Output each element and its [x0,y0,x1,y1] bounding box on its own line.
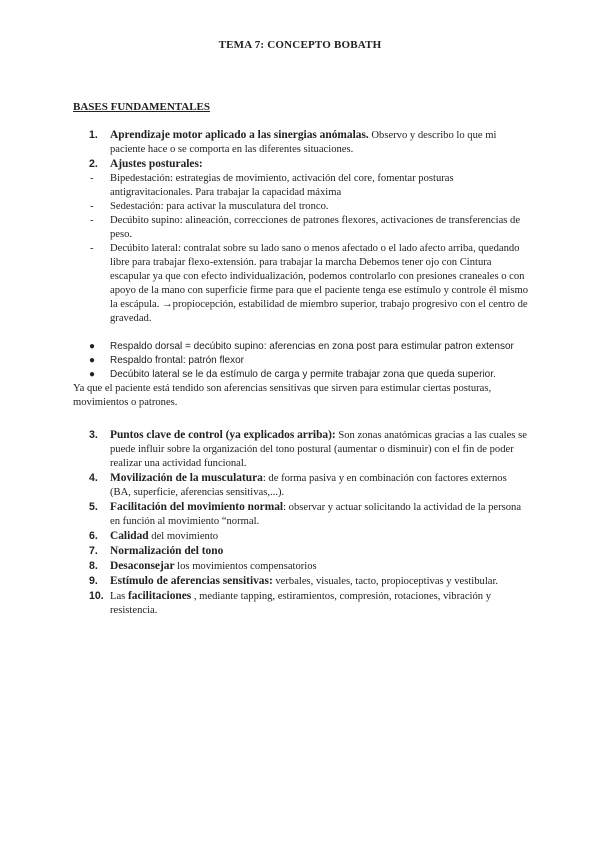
dash-list-item [0,172,600,200]
spacer [0,326,600,340]
numbered-item [0,157,600,172]
dash-list-item [0,200,600,214]
item-text: Son zonas anatómicas gracias a las cuales se puede influir sobre la organización del tono postural (aumentar o disminuir) con el fin de poder realizar una actividad funcional. [110,430,527,469]
item-heading: facilitaciones [127,590,192,602]
bullet-list-item [0,354,600,368]
item-heading: Aprendizaje motor aplicado a las sinergias anómalas. [110,129,369,141]
item-number: 7. [89,545,98,557]
item-number: 9. [89,575,98,587]
dash-list-item [0,214,600,242]
item-heading: Movilización de la musculatura [110,472,263,484]
section-heading: BASES FUNDAMENTALES [73,101,211,113]
spacer [0,410,600,428]
numbered-item [0,589,600,618]
numbered-item [0,471,600,500]
dash-item-text: Sedestación: para activar la musculatura del tronco. [110,201,329,212]
numbered-item [0,559,600,574]
item-heading: Estímulo de aferencias sensitivas: [110,575,273,587]
dash-item-text: Decúbito lateral: contralat sobre su lado sano o menos afectado o el lado afecto arriba, quedando libre para trabajar flexo-extensión. para trabajar la marcha Debemos tener ojo con Cintura escapular ya que con efecto individualización, podemos controlarlo con presiones craneales o con apoyo de la mano con superficie firme para que el paciente tenga ese estímulo y controle él mismo la escápula. →propiocepción, estabilidad de miembro superior, trabajo progresivo con el centro de gravedad. [110,243,529,324]
numbered-item [0,500,600,529]
bullet-icon: ● [89,341,96,352]
item-heading: Puntos clave de control (ya explicados arriba): [110,429,336,441]
item-heading: Desaconsejar [110,560,175,572]
numbered-item [0,428,600,471]
document-title: TEMA 7: CONCEPTO BOBATH [218,39,382,51]
item-text: del movimiento [148,531,219,542]
bullet-list-item [0,340,600,354]
bullet-list-item [0,368,600,382]
item-heading: Facilitación del movimiento normal [110,501,284,513]
item-heading: Ajustes posturales: [110,158,203,170]
bullet-item-text: Decúbito lateral se le da estímulo de carga y permite trabajar zona que queda superior. [110,369,496,380]
bullet-icon: ● [89,369,96,380]
dash-marker: - [90,243,94,254]
numbered-item [0,529,600,544]
item-heading: Calidad [110,530,149,542]
item-text: Observo y describo lo que mi paciente hace o se comporta en las diferentes situaciones. [110,130,497,155]
body-paragraph: Ya que el paciente está tendido son aferencias sensitivas que sirven para estimular ciertas posturas, movimientos o patrones. [73,383,492,408]
item-text: : observar y actuar solicitando la actividad de la persona en función al movimiento “normal. [110,502,522,527]
numbered-item [0,574,600,589]
item-number: 6. [89,530,98,542]
dash-marker: - [90,173,94,184]
document-body [0,128,600,618]
numbered-item [0,128,600,157]
item-text: verbales, visuales, tacto, propioceptivas y vestibular. [272,576,499,587]
bullet-item-text: Respaldo frontal: patrón flexor [110,355,244,366]
item-number: 1. [89,129,98,141]
item-text: los movimientos compensatorios [174,561,317,572]
item-number: 4. [89,472,98,484]
dash-list-item [0,242,600,326]
item-number: 8. [89,560,98,572]
item-prefix: Las [110,591,128,602]
dash-item-text: Decúbito supino: alineación, correcciones de patrones flexores, activaciones de transferencias de peso. [110,215,521,240]
item-number: 5. [89,501,98,513]
item-text: , mediante tapping, estiramientos, compresión, rotaciones, vibración y resistencia. [110,591,492,616]
dash-item-text: Bipedestación: estrategias de movimiento, activación del core, fomentar posturas antigravitacionales. Para trabajar la capacidad máxima [110,173,454,198]
item-number: 10. [89,590,104,602]
numbered-item [0,544,600,559]
bullet-icon: ● [89,355,96,366]
dash-marker: - [90,201,94,212]
item-number: 2. [89,158,98,170]
item-number: 3. [89,429,98,441]
item-text: : de forma pasiva y en combinación con factores externos (BA, superficie, aferencias sensitivas,...). [110,473,507,498]
bullet-item-text: Respaldo dorsal = decúbito supino: aferencias en zona post para estimular patron extensor [110,341,514,352]
item-heading: Normalización del tono [110,545,224,557]
dash-marker: - [90,215,94,226]
